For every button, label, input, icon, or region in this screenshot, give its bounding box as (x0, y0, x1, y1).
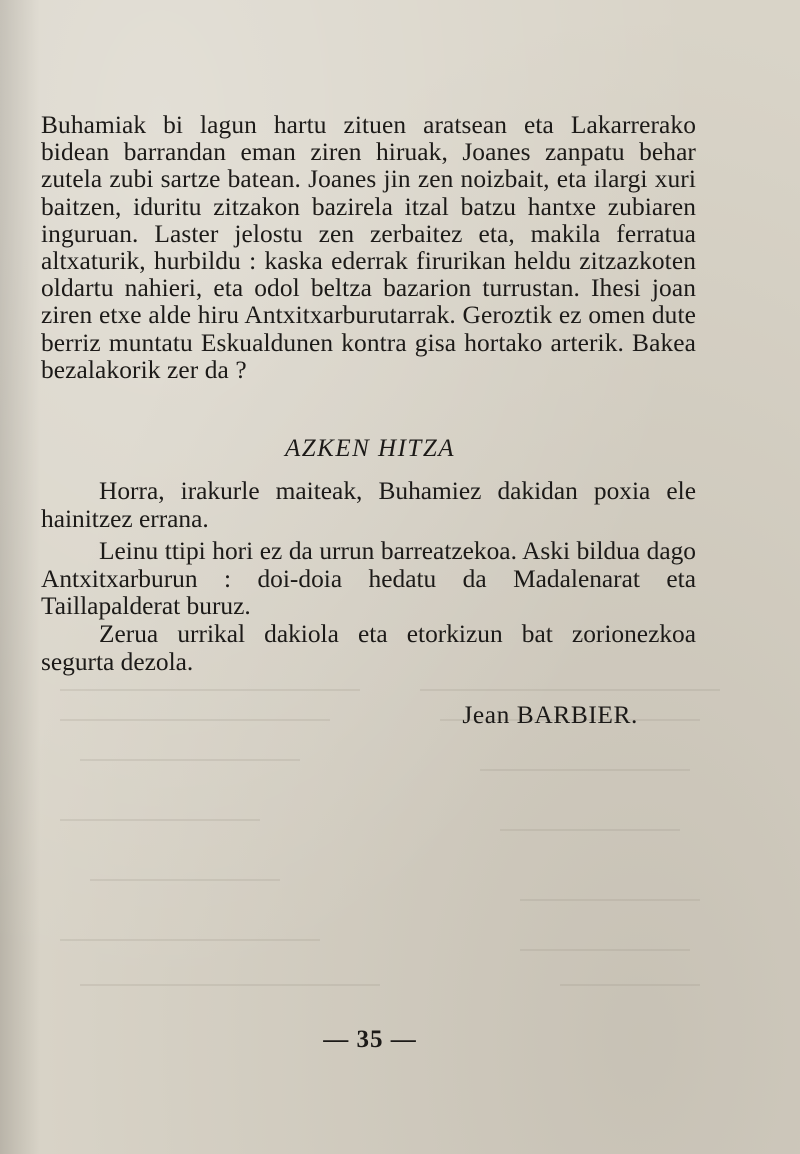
author-signature: Jean BARBIER. (462, 701, 638, 729)
paragraph-2: Horra, irakurle maiteak, Buhamiez dakidan poxia ele hainitzez errana. (41, 477, 696, 533)
page-number: — 35 — (323, 1026, 417, 1053)
paragraph-4: Zerua urrikal dakiola eta etorkizun bat zorionezkoa segurta dezola. (41, 620, 696, 676)
paragraph-3: Leinu ttipi hori ez da urrun barreatzekoa. Aski bildua dago Antxitxarburun : doi-doia hedatu da Madalenarat eta Taillapalderat buruz. (41, 537, 696, 621)
section-heading: AZKEN HITZA (284, 435, 455, 462)
paragraph-1: Buhamiak bi lagun hartu zituen aratsean eta Lakarrerako bidean barrandan eman ziren hiruak, Joanes zanpatu behar zutela zubi sartze batean. Joanes jin zen noizbait, eta ilargi xuri baitzen, iduritu zitzakon bazirela itzal batzu hantxe zubiaren inguruan. Laster jelostu zen zerbaitez eta, makila ferratua altxaturik, hurbildu : kaska ederrak firurikan heldu zitzazkoten oldartu nahieri, eta odol beltza bazarion turrustan. Ihesi joan ziren etxe alde hiru Antxitxarburutarrak. Geroztik ez omen dute berriz muntatu Eskualdunen kontra gisa hortako arterik. Bakea bezalakorik zer da ? (41, 111, 696, 384)
